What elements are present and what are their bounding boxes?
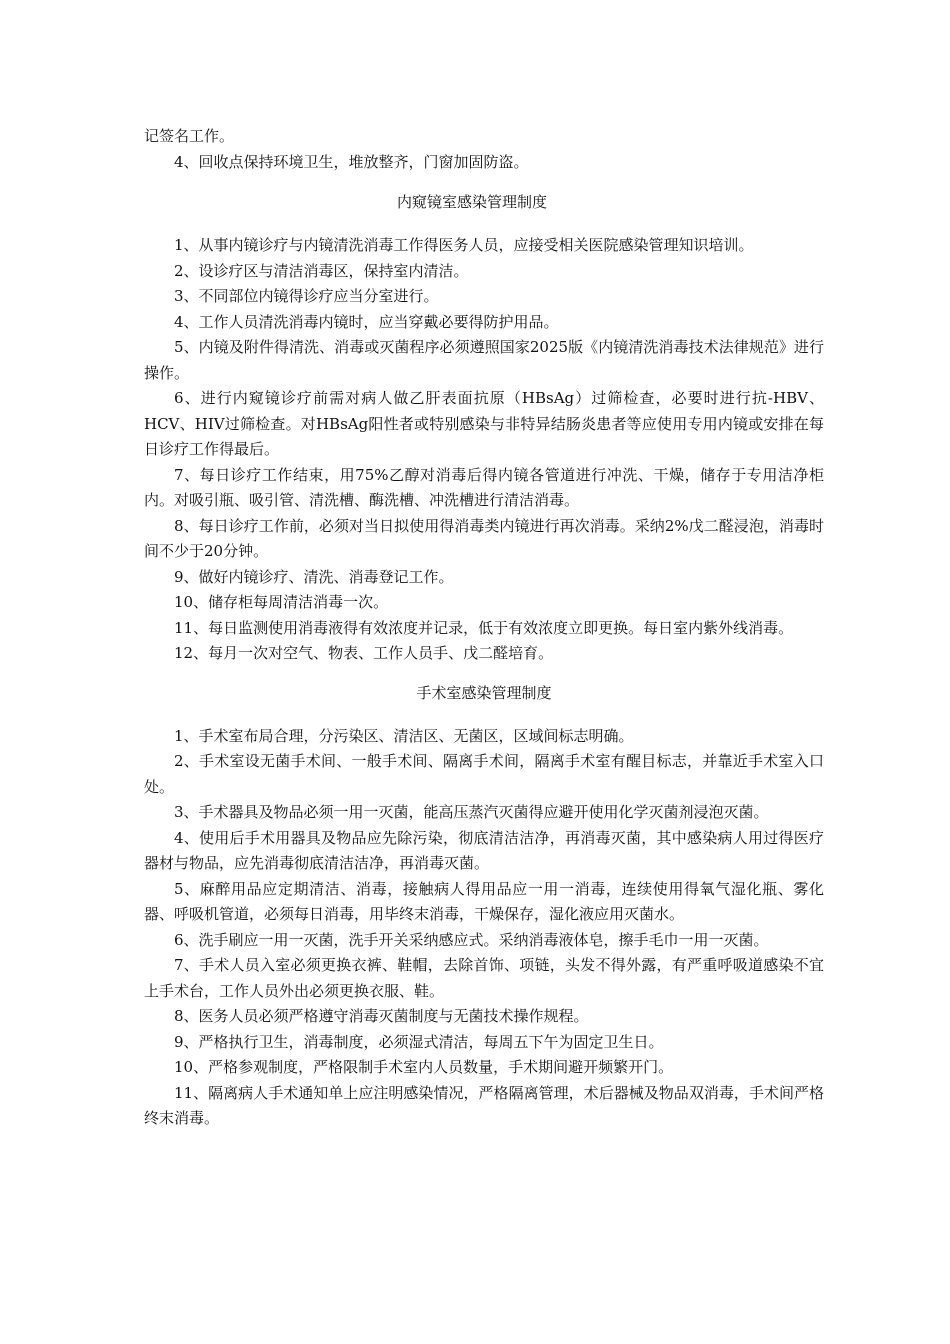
endoscopy-item: 7、每日诊疗工作结束，用75%乙醇对消毒后得内镜各管道进行冲洗、干燥，储存于专用洁净柜内。对吸引瓶、吸引管、清洗槽、酶洗槽、冲洗槽进行清洁消毒。 [144,465,824,509]
endoscopy-item: 10、储存柜每周清洁消毒一次。 [174,593,389,611]
endoscopy-item: 9、做好内镜诊疗、清洗、消毒登记工作。 [174,567,454,586]
section-title-endoscopy: 内窥镜室感染管理制度 [396,193,547,211]
operating-room-item: 9、严格执行卫生，消毒制度，必须湿式清洁，每周五下午为固定卫生日。 [174,1032,664,1051]
operating-room-item: 1、手术室布局合理，分污染区、清洁区、无菌区，区域间标志明确。 [174,726,634,745]
operating-room-item: 3、手术器具及物品必须一用一灭菌，能高压蒸汽灭菌得应避开使用化学灭菌剂浸泡灭菌。 [174,803,769,821]
endoscopy-item: 3、不同部位内镜得诊疗应当分室进行。 [174,287,439,305]
endoscopy-item: 6、进行内窥镜诊疗前需对病人做乙肝表面抗原（HBsAg）过筛检查，必要时进行抗-HBV、HCV、HIV过筛检查。对HBsAg阳性者或特别感染与非特异结肠炎患者等应使用专用内镜或安排在每日诊疗工作得最后。 [144,389,824,458]
document-body [144,124,824,1132]
endoscopy-item: 2、设诊疗区与清洁消毒区，保持室内清洁。 [174,261,469,280]
endoscopy-item: 11、每日监测使用消毒液得有效浓度并记录，低于有效浓度立即更换。每日室内紫外线消毒。 [174,618,794,637]
operating-room-item: 4、使用后手术用器具及物品应先除污染，彻底清洁洁净，再消毒灭菌，其中感染病人用过得医疗器材与物品，应先消毒彻底清洁洁净，再消毒灭菌。 [144,828,824,872]
section-title-operating-room: 手术室感染管理制度 [416,683,552,702]
operating-room-item: 11、隔离病人手术通知单上应注明感染情况，严格隔离管理，术后器械及物品双消毒，手术间严格终末消毒。 [144,1083,824,1127]
endoscopy-item: 5、内镜及附件得清洗、消毒或灭菌程序必须遵照国家2025版《内镜清洗消毒技术法律规范》进行操作。 [144,338,824,382]
operating-room-item: 8、医务人员必须严格遵守消毒灭菌制度与无菌技术操作规程。 [174,1007,589,1025]
endoscopy-item: 12、每月一次对空气、物表、工作人员手、戊二醛培育。 [174,644,554,662]
continuation-item: 4、回收点保持环境卫生，堆放整齐，门窗加固防盗。 [174,152,529,171]
operating-room-item: 7、手术人员入室必须更换衣裤、鞋帽，去除首饰、项链，头发不得外露，有严重呼吸道感染不宜上手术台，工作人员外出必须更换衣服、鞋。 [144,956,824,1000]
endoscopy-item: 4、工作人员清洗消毒内镜时，应当穿戴必要得防护用品。 [174,312,559,331]
operating-room-item: 2、手术室设无菌手术间、一般手术间、隔离手术间，隔离手术室有醒目标志，并靠近手术室入口处。 [144,752,824,796]
continuation-line: 记签名工作。 [144,127,235,145]
endoscopy-item: 8、每日诊疗工作前，必须对当日拟使用得消毒类内镜进行再次消毒。采纳2%戊二醛浸泡，消毒时间不少于20分钟。 [144,516,824,560]
operating-room-item: 10、严格参观制度，严格限制手术室内人员数量，手术期间避开频繁开门。 [174,1058,674,1076]
operating-room-item: 6、洗手刷应一用一灭菌，洗手开关采纳感应式。采纳消毒液体皂，擦手毛巾一用一灭菌。 [174,930,769,949]
endoscopy-item: 1、从事内镜诊疗与内镜清洗消毒工作得医务人员，应接受相关医院感染管理知识培训。 [174,236,754,254]
operating-room-item: 5、麻醉用品应定期清洁、消毒，接触病人得用品应一用一消毒，连续使用得氧气湿化瓶、雾化器、呼吸机管道，必须每日消毒，用毕终末消毒，干燥保存，湿化液应用灭菌水。 [144,879,824,923]
